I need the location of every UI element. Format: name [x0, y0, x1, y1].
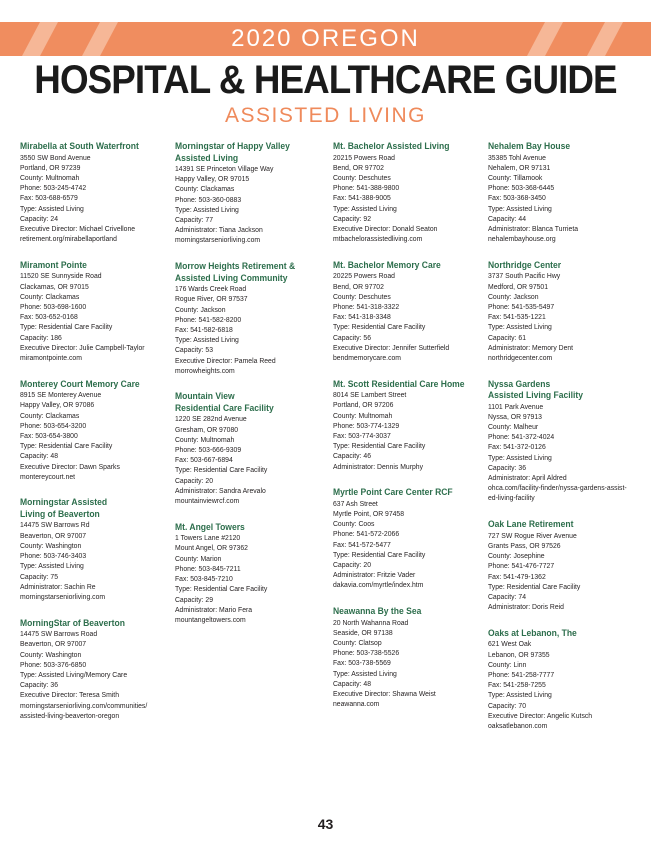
facility-detail: 176 Wards Creek Road	[175, 284, 247, 294]
facility-detail: County: Jackson	[175, 304, 226, 314]
facility-detail: morrowheights.com	[175, 365, 235, 375]
facility-detail: Fax: 541-318-3348	[333, 312, 391, 322]
facility-detail: morningstarseniorliving.com	[175, 235, 261, 245]
facility-detail: Type: Assisted Living	[488, 203, 552, 213]
facility-detail: Capacity: 48	[333, 678, 371, 688]
facility-detail: Phone: 541-318-3322	[333, 301, 400, 311]
facility-detail: Fax: 541-582-6818	[175, 324, 233, 334]
facility-name: Morningstar Assisted	[20, 497, 108, 508]
facility-listing	[488, 260, 638, 363]
facility-detail: Capacity: 24	[20, 213, 58, 223]
facility-detail: Fax: 503-738-5569	[333, 658, 391, 668]
facility-detail: Type: Residential Care Facility	[20, 322, 113, 332]
facility-detail: montereycourt.net	[20, 471, 76, 481]
facility-name: Assisted Living	[175, 152, 239, 163]
facility-detail: County: Clatsop	[333, 638, 382, 648]
facility-detail: Phone: 541-535-5497	[488, 301, 555, 311]
facility-detail: Executive Director: Julie Campbell-Taylor	[20, 342, 145, 352]
facility-detail: Type: Assisted Living	[333, 203, 397, 213]
facility-listing	[20, 497, 170, 602]
facility-detail: Type: Residential Care Facility	[175, 465, 268, 475]
facility-name: Morningstar of Happy Valley	[175, 141, 290, 151]
facility-detail: Executive Director: Jennifer Sutterfield	[333, 342, 450, 352]
facility-detail: Capacity: 44	[488, 213, 526, 223]
facility-listing	[333, 487, 483, 590]
facility-name: Neawanna By the Sea	[333, 606, 422, 617]
facility-detail: Phone: 503-654-3200	[20, 420, 87, 430]
facility-listing	[175, 141, 325, 246]
facility-detail: County: Deschutes	[333, 291, 391, 301]
facility-detail: Clackamas, OR 97015	[20, 281, 89, 291]
facility-detail: 20 North Wahanna Road	[333, 617, 409, 627]
facility-detail: miramontpointe.com	[20, 352, 82, 362]
facility-detail: Nehalem, OR 97131	[488, 162, 551, 172]
listing-column-1	[20, 141, 170, 736]
facility-detail: Phone: 541-388-9800	[333, 183, 400, 193]
facility-detail: Phone: 503-845-7211	[175, 563, 241, 573]
facility-detail: Grants Pass, OR 97526	[488, 540, 561, 550]
facility-detail: Type: Residential Care Facility	[175, 584, 268, 594]
facility-listing	[333, 260, 483, 363]
facility-detail: Administrator: Sandra Arevalo	[175, 485, 266, 495]
facility-detail: mountangeltowers.com	[175, 614, 246, 624]
facility-detail: Executive Director: Teresa Smith	[20, 690, 120, 700]
facility-name: MorningStar of Beaverton	[20, 617, 125, 628]
facility-detail: Phone: 503-368-6445	[488, 183, 555, 193]
facility-detail: Fax: 541-372-0126	[488, 442, 546, 452]
facility-detail: ohca.com/facility-finder/nyssa-gardens-assist-	[488, 483, 627, 493]
facility-detail: 20215 Powers Road	[333, 152, 395, 162]
facility-detail: Type: Residential Care Facility	[20, 441, 113, 451]
facility-detail: Fax: 503-774-3037	[333, 430, 391, 440]
facility-listing	[488, 141, 638, 244]
facility-detail: Type: Assisted Living/Memory Care	[20, 669, 128, 679]
facility-detail: 1101 Park Avenue	[488, 401, 544, 411]
facility-detail: County: Linn	[488, 659, 527, 669]
facility-detail: neawanna.com	[333, 699, 380, 709]
facility-name: Oaks at Lebanon, The	[488, 627, 577, 638]
facility-detail: County: Multnomah	[20, 172, 80, 182]
facility-detail: County: Washington	[20, 540, 82, 550]
facility-detail: Phone: 541-258-7777	[488, 669, 555, 679]
facility-detail: County: Deschutes	[333, 172, 391, 182]
facility-detail: Type: Assisted Living	[488, 690, 552, 700]
facility-detail: Type: Assisted Living	[488, 322, 552, 332]
facility-detail: Beaverton, OR 97007	[20, 639, 87, 649]
facility-detail: Administrator: Memory Dent	[488, 342, 574, 352]
facility-detail: County: Clackamas	[175, 184, 235, 194]
facility-detail: oaksatlebanon.com	[488, 720, 548, 730]
facility-detail: 35385 Tohl Avenue	[488, 152, 546, 162]
facility-detail: Executive Director: Pamela Reed	[175, 355, 276, 365]
facility-listing	[333, 141, 483, 244]
facility-detail: Capacity: 53	[175, 345, 213, 355]
facility-detail: Administrator: Sachin Re	[20, 581, 96, 591]
facility-detail: Phone: 503-746-3403	[20, 551, 87, 561]
facility-detail: Administrator: Fritzie Vader	[333, 570, 416, 580]
listing-column-3	[333, 141, 483, 725]
facility-detail: Type: Residential Care Facility	[333, 322, 426, 332]
facility-detail: Type: Assisted Living	[333, 668, 397, 678]
facility-detail: 8014 SE Lambert Street	[333, 390, 407, 400]
facility-detail: Executive Director: Shawna Weist	[333, 689, 436, 699]
facility-detail: Phone: 541-582-8200	[175, 314, 242, 324]
facility-name: Mt. Scott Residential Care Home	[333, 378, 465, 389]
facility-detail: Phone: 541-572-2066	[333, 529, 400, 539]
facility-listing	[20, 618, 170, 721]
facility-detail: Fax: 541-258-7255	[488, 680, 546, 690]
facility-detail: 621 West Oak	[488, 639, 532, 649]
facility-detail: Administrator: Tiana Jackson	[175, 225, 263, 235]
facility-detail: Capacity: 36	[488, 462, 526, 472]
facility-detail: Fax: 541-572-5477	[333, 539, 391, 549]
facility-detail: Fax: 503-845-7210	[175, 574, 233, 584]
facility-detail: Type: Assisted Living	[20, 203, 84, 213]
facility-detail: ed-living-facility	[488, 493, 535, 503]
facility-detail: morningstarseniorliving.com/communities/	[20, 700, 148, 710]
facility-name: Mt. Angel Towers	[175, 521, 245, 532]
facility-detail: Happy Valley, OR 97015	[175, 174, 250, 184]
facility-detail: Rogue River, OR 97537	[175, 294, 248, 304]
facility-detail: 14391 SE Princeton Village Way	[175, 164, 274, 173]
facility-detail: Phone: 503-774-1329	[333, 420, 400, 430]
facility-detail: Phone: 503-245-4742	[20, 183, 87, 193]
facility-name: Living of Beaverton	[20, 508, 100, 519]
facility-detail: Capacity: 36	[20, 680, 58, 690]
facility-detail: Fax: 503-667-6894	[175, 455, 233, 465]
facility-detail: 1220 SE 282nd Avenue	[175, 414, 247, 424]
facility-detail: County: Washington	[20, 649, 82, 659]
facility-name: Nyssa Gardens	[488, 378, 551, 389]
facility-detail: Executive Director: Angelic Kutsch	[488, 710, 593, 720]
facility-detail: Bend, OR 97702	[333, 162, 384, 172]
facility-listing	[20, 141, 170, 244]
banner-title: 2020 OREGON	[231, 25, 420, 52]
facility-detail: County: Multnomah	[333, 410, 393, 420]
facility-detail: assisted-living-beaverton-oregon	[20, 710, 120, 720]
facility-detail: Seaside, OR 97138	[333, 627, 393, 637]
facility-detail: County: Coos	[333, 519, 375, 529]
facility-detail: Portland, OR 97239	[20, 162, 81, 172]
facility-name: Assisted Living Community	[175, 272, 288, 283]
facility-detail: 14475 SW Barrows Rd	[20, 520, 90, 530]
facility-detail: Type: Residential Care Facility	[333, 549, 426, 559]
facility-detail: Nyssa, OR 97913	[488, 411, 542, 421]
facility-detail: Administrator: April Aldred	[488, 473, 567, 483]
facility-listing	[488, 628, 638, 731]
facility-detail: Capacity: 92	[333, 213, 371, 223]
facility-detail: Capacity: 29	[175, 594, 213, 604]
facility-detail: Mount Angel, OR 97362	[175, 543, 248, 553]
facility-detail: Executive Director: Dawn Sparks	[20, 461, 120, 471]
facility-detail: Phone: 503-360-0883	[175, 194, 242, 204]
facility-detail: Capacity: 61	[488, 332, 526, 342]
facility-name: Morrow Heights Retirement &	[175, 261, 296, 272]
facility-detail: Fax: 541-535-1221	[488, 312, 546, 322]
facility-detail: 8915 SE Monterey Avenue	[20, 390, 102, 400]
facility-detail: Executive Director: Donald Seaton	[333, 223, 438, 233]
facility-name: Miramont Pointe	[20, 259, 87, 270]
facility-detail: County: Clackamas	[20, 410, 80, 420]
facility-detail: Capacity: 56	[333, 332, 371, 342]
facility-name: Nehalem Bay House	[488, 141, 571, 151]
facility-detail: Capacity: 70	[488, 700, 526, 710]
facility-detail: Portland, OR 97206	[333, 400, 394, 410]
facility-detail: Type: Residential Care Facility	[333, 441, 426, 451]
facility-detail: Type: Assisted Living	[175, 204, 239, 214]
facility-detail: Type: Residential Care Facility	[488, 581, 581, 591]
facility-listing	[333, 606, 483, 709]
facility-detail: County: Clackamas	[20, 291, 80, 301]
facility-name: Mountain View	[175, 391, 235, 402]
header-banner	[0, 22, 651, 56]
facility-detail: County: Malheur	[488, 422, 539, 432]
facility-detail: Capacity: 20	[175, 475, 213, 485]
facility-name: Northridge Center	[488, 259, 562, 270]
facility-detail: Fax: 503-652-0168	[20, 312, 78, 322]
facility-detail: Myrtle Point, OR 97458	[333, 508, 405, 518]
facility-detail: Happy Valley, OR 97086	[20, 400, 95, 410]
facility-detail: Phone: 503-376-6850	[20, 659, 87, 669]
facility-listing	[488, 379, 638, 504]
page-number: 43	[317, 816, 334, 832]
facility-detail: Type: Assisted Living	[488, 452, 552, 462]
facility-detail: Fax: 541-479-1362	[488, 571, 546, 581]
facility-detail: 14475 SW Barrows Road	[20, 629, 98, 639]
facility-detail: Fax: 503-368-3450	[488, 193, 546, 203]
facility-detail: County: Jackson	[488, 291, 539, 301]
facility-listing	[488, 519, 638, 612]
facility-name: Residential Care Facility	[175, 402, 274, 413]
listing-column-2	[175, 141, 325, 641]
facility-name: Monterey Court Memory Care	[20, 378, 140, 389]
facility-detail: Capacity: 77	[175, 215, 213, 225]
facility-listing	[20, 379, 170, 482]
facility-detail: County: Marion	[175, 553, 222, 563]
section-subtitle: ASSISTED LIVING	[224, 104, 427, 127]
facility-detail: 11520 SE Sunnyside Road	[20, 271, 102, 281]
facility-name: Myrtle Point Care Center RCF	[333, 487, 453, 498]
facility-listing	[20, 260, 170, 363]
facility-detail: Capacity: 48	[20, 451, 58, 461]
facility-detail: Executive Director: Michael Crivellone	[20, 223, 136, 233]
page-title: HOSPITAL & HEALTHCARE GUIDE	[34, 58, 617, 102]
facility-listing	[175, 261, 325, 376]
facility-detail: mountainviewrcf.com	[175, 496, 240, 506]
facility-detail: Medford, OR 97501	[488, 281, 549, 291]
facility-name: Mt. Bachelor Assisted Living	[333, 141, 450, 151]
facility-detail: Phone: 541-372-4024	[488, 432, 555, 442]
facility-detail: County: Tillamook	[488, 172, 543, 182]
facility-name: Mt. Bachelor Memory Care	[333, 259, 441, 270]
facility-detail: northridgecenter.com	[488, 352, 553, 362]
facility-detail: County: Multnomah	[175, 434, 235, 444]
facility-detail: Capacity: 186	[20, 332, 62, 342]
facility-detail: retirement.org/mirabellaportland	[20, 234, 117, 244]
facility-detail: Capacity: 75	[20, 571, 58, 581]
facility-detail: 727 SW Rogue River Avenue	[488, 530, 577, 540]
facility-detail: Administrator: Mario Fera	[175, 604, 253, 614]
facility-detail: 1 Towers Lane #2120	[175, 533, 241, 543]
facility-detail: Lebanon, OR 97355	[488, 649, 550, 659]
facility-detail: Fax: 541-388-9005	[333, 193, 391, 203]
facility-detail: Capacity: 20	[333, 560, 371, 569]
facility-detail: Phone: 541-476-7727	[488, 561, 555, 571]
facility-detail: dakavia.com/myrtle/index.htm	[333, 580, 424, 590]
facility-detail: Administrator: Dennis Murphy	[333, 461, 424, 471]
facility-name: Mirabella at South Waterfront	[20, 141, 139, 151]
facility-detail: Phone: 503-698-1600	[20, 301, 87, 311]
facility-name: Assisted Living Facility	[488, 390, 583, 401]
facility-detail: 3550 SW Bond Avenue	[20, 152, 91, 162]
facility-detail: Administrator: Doris Reid	[488, 602, 564, 612]
facility-detail: 3737 South Pacific Hwy	[488, 271, 561, 281]
facility-listing	[175, 522, 325, 625]
facility-detail: Administrator: Blanca Turrieta	[488, 223, 579, 233]
facility-detail: Bend, OR 97702	[333, 281, 384, 291]
facility-detail: mtbachelorassistedliving.com	[333, 234, 423, 244]
facility-detail: Type: Assisted Living	[175, 335, 239, 345]
facility-detail: Phone: 503-666-9309	[175, 445, 242, 455]
facility-detail: 20225 Powers Road	[333, 271, 395, 281]
facility-detail: Phone: 503-738-5526	[333, 648, 400, 658]
facility-detail: morningstarseniorliving.com	[20, 591, 106, 601]
listing-column-4	[488, 141, 638, 747]
facility-detail: Fax: 503-654-3800	[20, 430, 78, 440]
facility-name: Oak Lane Retirement	[488, 519, 574, 530]
facility-detail: bendmemorycare.com	[333, 352, 401, 362]
facility-detail: 637 Ash Street	[333, 498, 378, 508]
facility-listing	[333, 379, 483, 472]
facility-detail: Type: Assisted Living	[20, 561, 84, 571]
facility-listing	[175, 391, 325, 506]
facility-detail: Beaverton, OR 97007	[20, 530, 87, 540]
facility-detail: nehalembayhouse.org	[488, 234, 556, 244]
facility-detail: Fax: 503-688-6579	[20, 193, 78, 203]
facility-detail: County: Josephine	[488, 551, 545, 561]
facility-detail: Gresham, OR 97080	[175, 424, 239, 434]
facility-detail: Capacity: 74	[488, 591, 526, 601]
facility-detail: Capacity: 46	[333, 451, 371, 461]
